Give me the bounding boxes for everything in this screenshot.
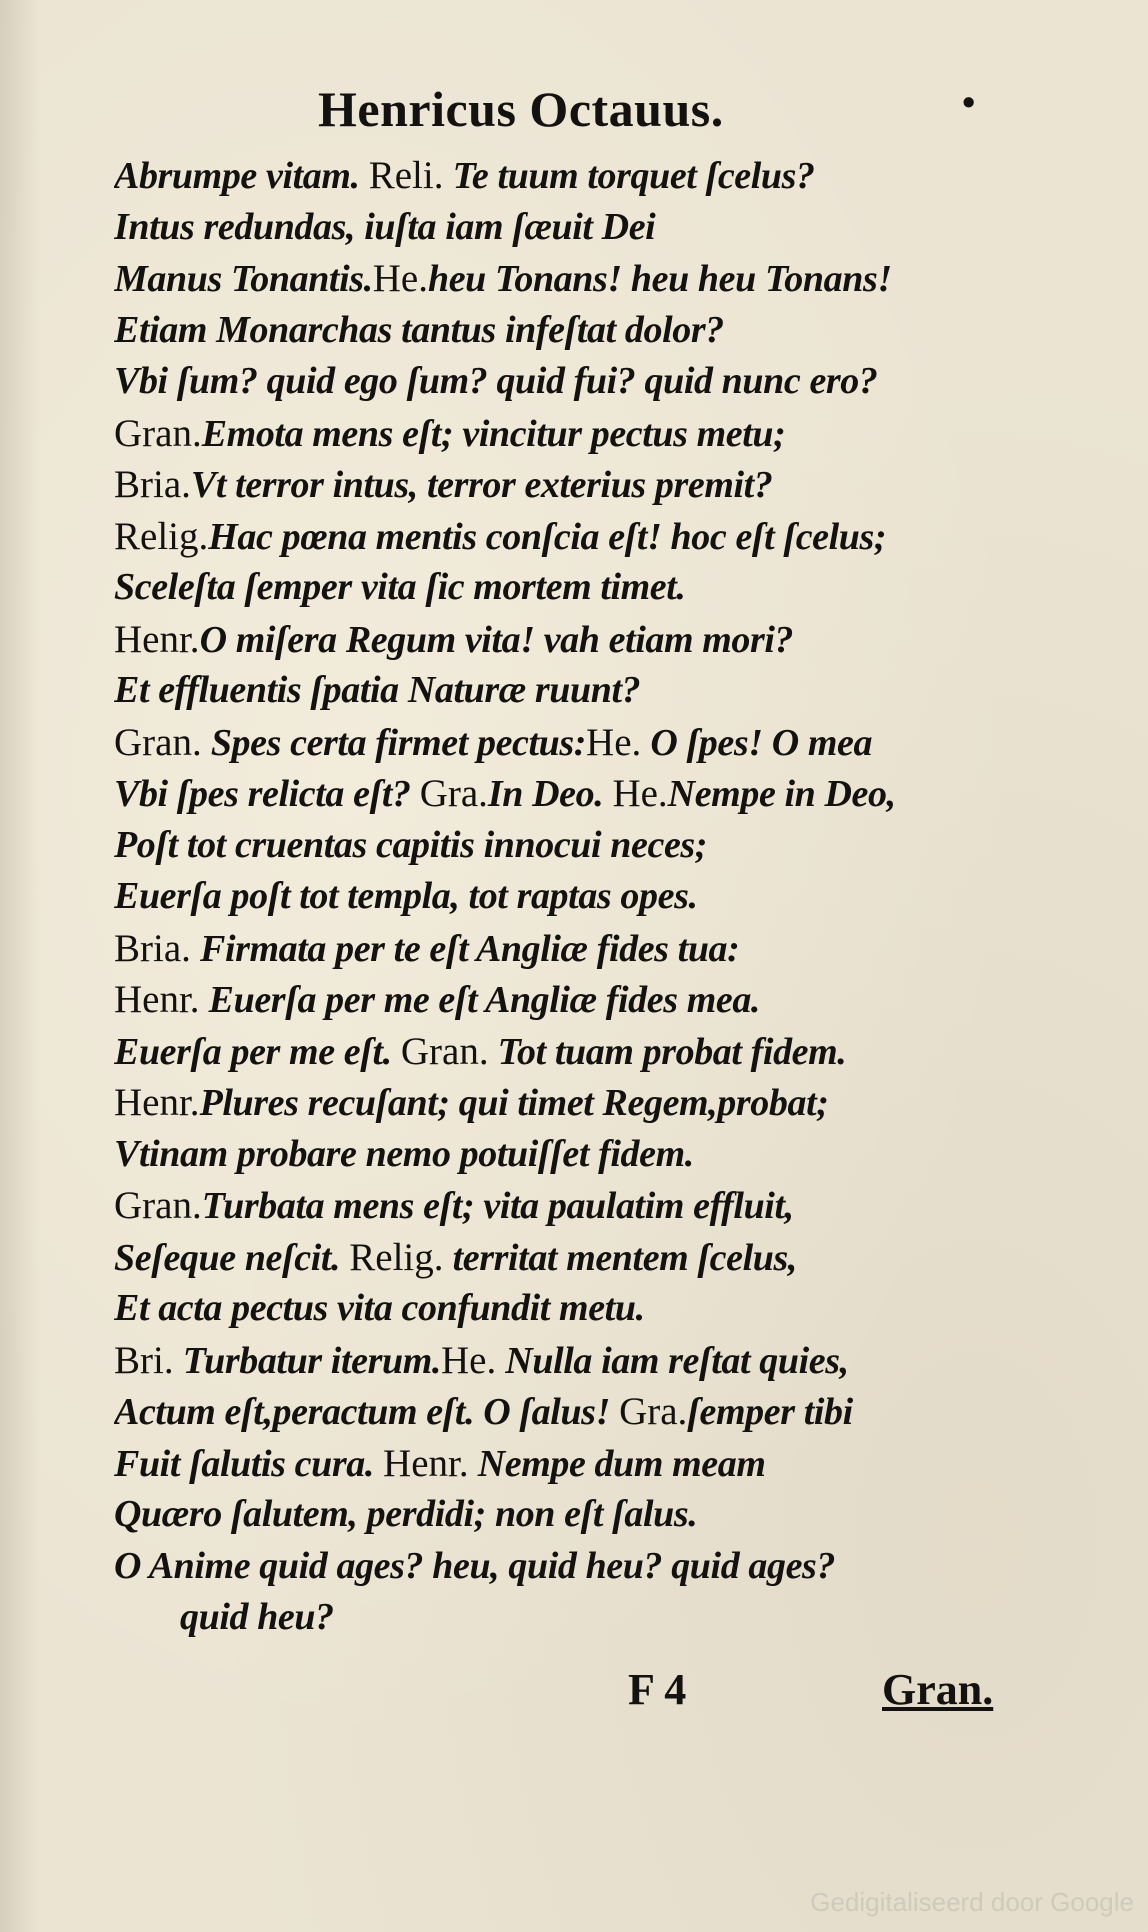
speaker-label: He. <box>612 772 668 815</box>
verse-text: Tot tuam probat fidem. <box>488 1030 847 1073</box>
speaker-label: Gran. <box>114 1184 202 1227</box>
verse-text: Et acta pectus vita confundit metu. <box>114 1287 645 1329</box>
verse-line <box>114 820 1034 872</box>
verse-text: Vbi ſpes relicta eſt? <box>114 773 420 815</box>
verse-line <box>114 408 1034 460</box>
verse-line <box>114 1335 1034 1387</box>
verse-line <box>114 1129 1034 1181</box>
verse-line <box>114 1592 1034 1644</box>
speaker-label: Gran. <box>114 720 202 764</box>
folio-mark: • <box>962 82 976 124</box>
verse-text-block <box>114 150 1034 1644</box>
verse-line <box>114 974 1034 1026</box>
verse-line <box>114 1026 1034 1078</box>
verse-line <box>114 511 1034 563</box>
verse-text: Nulla iam reſtat quies, <box>496 1339 849 1382</box>
speaker-label: Gran. <box>114 411 202 455</box>
speaker-label: He. <box>440 1338 497 1382</box>
verse-text: Plures recuſant; qui timet Regem,probat; <box>199 1082 829 1124</box>
verse-text: Vbi ſum? quid ego ſum? quid fui? quid nunc ero? <box>114 360 878 402</box>
verse-text: O miſera Regum vita! vah etiam mori? <box>199 618 794 661</box>
verse-text: Fuit ſalutis cura. <box>114 1442 384 1485</box>
verse-line <box>114 717 1034 769</box>
verse-line <box>114 1386 1034 1438</box>
verse-text: Nempe in Deo, <box>667 773 896 815</box>
verse-line <box>114 1438 1034 1490</box>
speaker-label: Henr. <box>114 978 200 1021</box>
verse-line <box>114 1541 1034 1593</box>
verse-text: territat mentem ſcelus, <box>443 1236 797 1279</box>
signature-mark: F 4 <box>628 1665 687 1714</box>
verse-text: Abrumpe vitam. <box>114 155 369 197</box>
verse-text: Spes certa firmet pectus: <box>201 721 587 764</box>
speaker-label: Gran. <box>400 1029 489 1073</box>
verse-line <box>114 871 1034 923</box>
verse-line <box>114 150 1034 202</box>
verse-text: Poſt tot cruentas capitis innocui neces; <box>114 823 708 866</box>
speaker-label: He. <box>586 720 642 764</box>
verse-line <box>114 923 1034 975</box>
verse-line <box>114 614 1034 666</box>
verse-line <box>114 459 1034 511</box>
verse-line <box>114 1489 1034 1541</box>
verse-text: Actum eſt,peractum eſt. O ſalus! <box>114 1391 620 1433</box>
verse-line <box>114 1283 1034 1335</box>
verse-text: Manus Tonantis. <box>114 258 373 300</box>
running-head: Henricus Octauus. <box>318 81 724 137</box>
verse-text: Intus redundas, iuſta iam ſæuit Dei <box>114 205 656 248</box>
verse-text: Etiam Monarchas tantus infeſtat dolor? <box>114 308 724 351</box>
speaker-label: Bria. <box>114 463 191 506</box>
speaker-label: Bria. <box>114 926 191 970</box>
speaker-label: Henr. <box>114 617 200 661</box>
verse-text: Euerſa poſt tot templa, tot raptas opes. <box>114 875 698 917</box>
verse-text: Turbata mens eſt; vita paulatim effluit, <box>201 1185 794 1227</box>
speaker-label: Relig. <box>114 514 209 558</box>
verse-text: Quæro ſalutem, perdidi; non eſt ſalus. <box>114 1493 698 1535</box>
verse-text: Turbatur iterum. <box>173 1339 441 1382</box>
verse-line <box>114 768 1034 820</box>
verse-text: Vt terror intus, terror exterius premit? <box>190 464 773 506</box>
speaker-label: He. <box>372 257 428 300</box>
verse-line <box>114 562 1034 614</box>
speaker-label: Gra. <box>619 1390 688 1433</box>
verse-text: quid heu? <box>180 1596 334 1638</box>
speaker-label: Reli. <box>368 154 444 197</box>
verse-text: Vtinam probare nemo potuiſſet fidem. <box>114 1132 694 1175</box>
verse-text: Emota mens eſt; vincitur pectus metu; <box>201 412 786 455</box>
speaker-label: Gra. <box>419 772 488 815</box>
digitization-watermark: Gedigitaliseerd door Google <box>810 1887 1134 1917</box>
verse-line <box>114 356 1034 408</box>
verse-text: Seſeque neſcit. <box>114 1236 350 1279</box>
verse-text: heu Tonans! heu heu Tonans! <box>427 258 892 300</box>
verse-text: Nempe dum meam <box>468 1442 766 1485</box>
verse-text: Sceleſta ſemper vita ſic mortem timet. <box>114 566 686 608</box>
speaker-label: Henr. <box>114 1081 200 1124</box>
verse-text: Euerſa per me eſt. <box>114 1030 401 1073</box>
speaker-label: Bri. <box>114 1338 174 1382</box>
verse-text: Euerſa per me eſt Angliæ fides mea. <box>199 979 761 1021</box>
verse-text: Firmata per te eſt Angliæ fides tua: <box>190 927 740 970</box>
verse-text: In Deo. <box>487 773 613 815</box>
speaker-label: Relig. <box>349 1235 444 1279</box>
verse-line <box>114 665 1034 717</box>
verse-text: ſemper tibi <box>687 1391 853 1433</box>
verse-text: O ſpes! O mea <box>641 721 873 764</box>
verse-text: O Anime quid ages? heu, quid heu? quid ages? <box>114 1544 836 1587</box>
verse-line <box>114 253 1034 305</box>
catchword: Gran. <box>882 1665 994 1714</box>
verse-line <box>114 202 1034 254</box>
verse-text: Hac pœna mentis conſcia eſt! hoc eſt ſcelus; <box>208 515 887 558</box>
verse-text: Te tuum torquet ſcelus? <box>443 155 815 197</box>
speaker-label: Henr. <box>383 1441 469 1485</box>
verse-line <box>114 1232 1034 1284</box>
verse-line <box>114 1180 1034 1232</box>
verse-text: Et effluentis ſpatia Naturæ ruunt? <box>114 669 641 711</box>
verse-line <box>114 1077 1034 1129</box>
gutter-shadow <box>0 0 40 1932</box>
verse-line <box>114 305 1034 357</box>
